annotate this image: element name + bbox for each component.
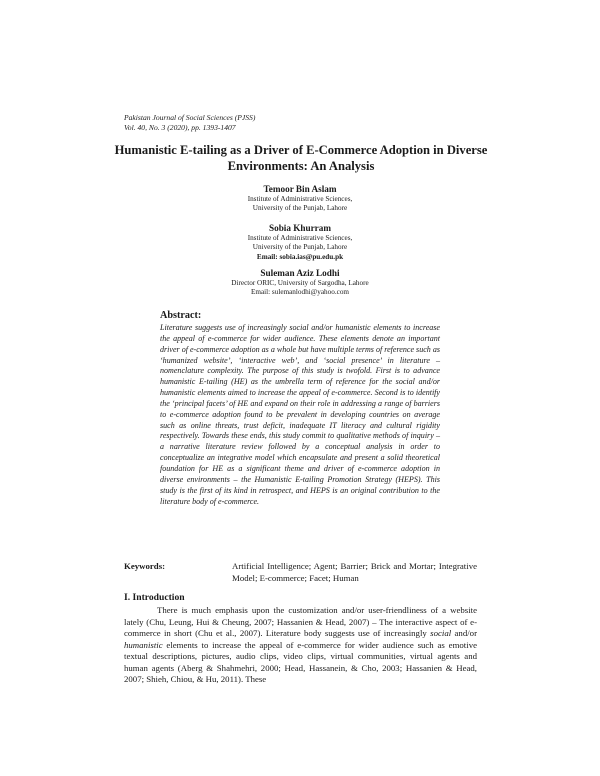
intro-text: There is much emphasis upon the customization and/or user-friendliness of a website lately (Chu, Leung, Hui & Cheung, 2007; Hassanien & Head, 2007) – The interactive aspect of e-commerce in short (Chu et al., 2007). Literature body suggests use of increasingly bbox=[124, 605, 477, 638]
paper-title: Humanistic E-tailing as a Driver of E-Commerce Adoption in Diverse Environments: An Analysis bbox=[114, 143, 488, 173]
keywords-text: Artificial Intelligence; Agent; Barrier; Brick and Mortar; Integrative Model; E-commerce; Facet; Human bbox=[232, 561, 477, 583]
abstract-heading: Abstract: bbox=[160, 310, 202, 321]
section-heading: I. Introduction bbox=[124, 592, 185, 603]
author-affiliation: Institute of Administrative Sciences, bbox=[247, 234, 353, 242]
abstract-text: Literature suggests use of increasingly social and/or humanistic elements to increase the appeal of e-commerce for wider audience. These elements denote an important driver of e-commerce adoption as a whole but have multiple terms of reference such as ‘humanized website’, ‘interactive web’, and ‘social presence’ in literature – nomenclature complexity. The purpose of this study is twofold. First is to advance humanistic E-tailing (HE) as the umbrella term of reference for the social and/or humanistic elements aimed to increase the appeal of e-commerce. Second is to identify the ‘principal facets’ of HE and expand on their role in addressing a range of barriers to e-commerce adoption found to be prevalent in developing countries on average such as online threats, trust deficit, inadequate IT literacy and cultural rigidity respectively. Towards these ends, this study commit to qualitative methods of inquiry – a narrative literature review followed by a conceptual analysis in order to conceptualize an integrative model which encapsulate and present a solid theoretical foundation for HE as a significant theme and driver of e-commerce adoption in diverse environments – the Humanistic E-tailing Promotion Strategy (HEPS). This study is the first of its kind in retrospect, and HEPS is an original contribution to the literature body of e-commerce. bbox=[160, 323, 440, 506]
author-block bbox=[150, 183, 450, 214]
intro-emphasis: social bbox=[430, 628, 452, 638]
author-affiliation: University of the Punjab, Lahore bbox=[252, 243, 348, 252]
intro-emphasis: humanistic bbox=[124, 639, 163, 650]
intro-paragraph bbox=[124, 605, 477, 686]
author-affiliation: Director ORIC, University of Sargodha, Lahore bbox=[231, 279, 369, 287]
journal-name: Pakistan Journal of Social Sciences (PJSS) bbox=[124, 113, 256, 122]
journal-volume: Vol. 40, No. 3 (2020), pp. 1393-1407 bbox=[124, 123, 236, 132]
author-affiliation: Institute of Administrative Sciences, bbox=[247, 195, 353, 203]
intro-text: and/or bbox=[451, 628, 477, 638]
author-email: Email: sobia.ias@pu.edu.pk bbox=[256, 252, 344, 261]
author-block bbox=[150, 267, 450, 298]
author-name: Suleman Aziz Lodhi bbox=[260, 268, 340, 278]
keywords-label: Keywords: bbox=[124, 561, 166, 571]
journal-header bbox=[124, 113, 255, 133]
author-name: Sobia Khurram bbox=[268, 223, 332, 233]
author-affiliation: University of the Punjab, Lahore bbox=[252, 204, 348, 213]
author-block bbox=[150, 222, 450, 262]
author-email: Email: sulemanlodhi@yahoo.com bbox=[250, 288, 350, 297]
author-name: Temoor Bin Aslam bbox=[263, 184, 337, 194]
intro-text: elements to increase the appeal of e-commerce for wider audience such as emotive textual descriptions, pictures, audio clips, video clips, virtual communities, virtual agents and human agents (Aberg & Shahmehri, 2000; Head, Hassanein, & Cho, 2003; Hassanien & Head, 2007; Shieh, Chiou, & Hu, 2011). These bbox=[124, 639, 477, 684]
